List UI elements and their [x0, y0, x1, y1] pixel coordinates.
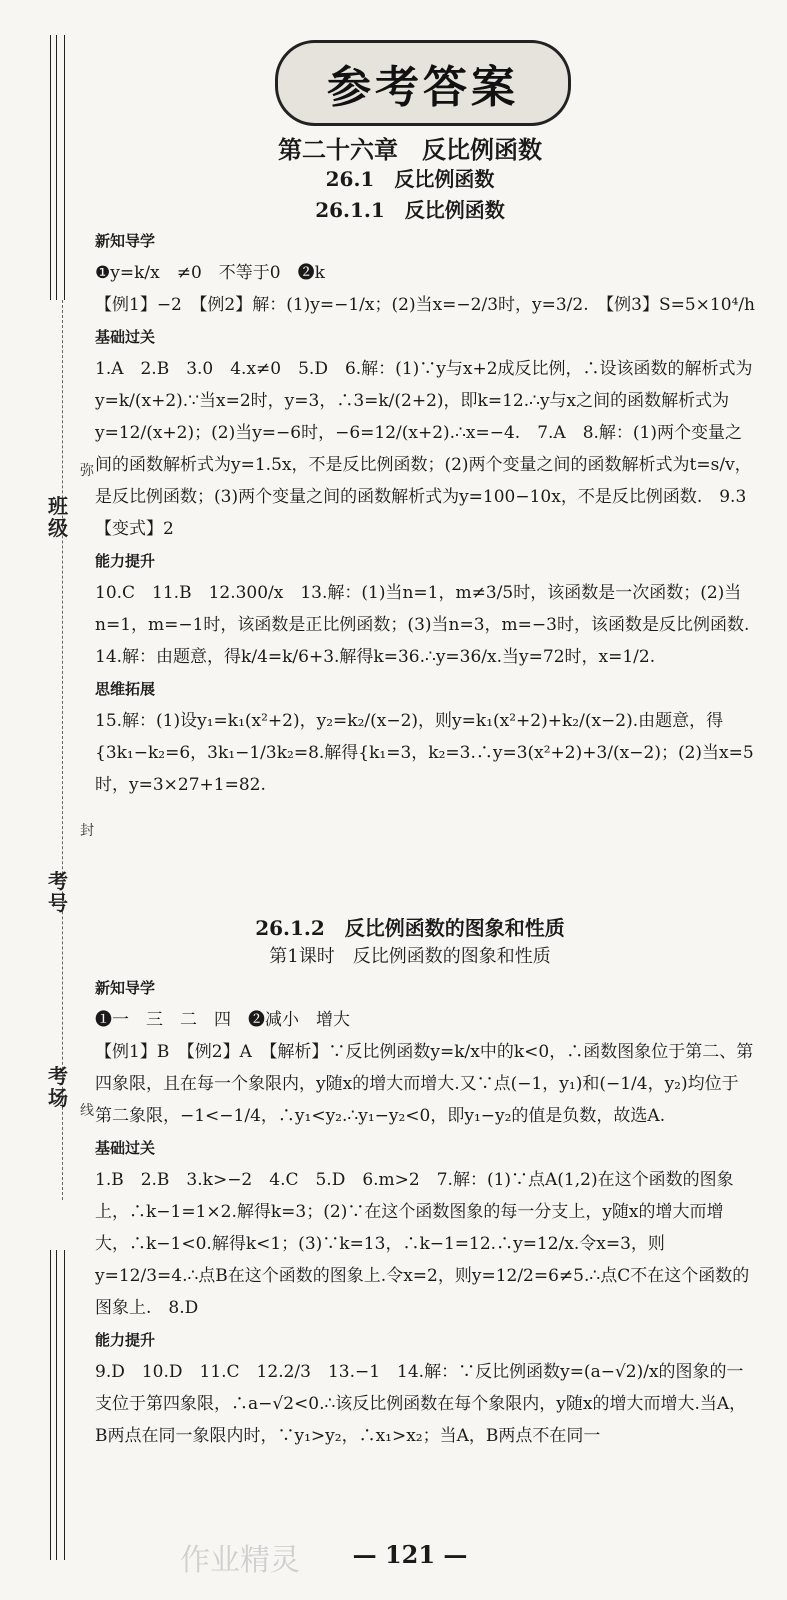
answer-text: 1.A 2.B 3.0 4.x≠0 5.D 6.解：(1)∵y与x+2成反比例，∴设该函数的解析式为y=k/(x+2).∵当x=2时，y=3，∴3=k/(2+2)，即k=12.∴y与x之间的函数解析式为y=12/(x+2)；(2)当y=−6时，−6=12/(x+2).∴x=−4. 7.A 8.解：(1)两个变量之间的函数解析式为y=1.5x，不是反比例函数；(2)两个变量之间的函数解析式为t=s/v，是反比例函数；(3)两个变量之间的函数解析式为y=100−10x，不是反比例函数. 9.3 【变式】2: [95, 359, 764, 539]
label-text: 基础过关: [95, 328, 156, 346]
margin-label-room: 考场: [48, 1064, 68, 1110]
answer-paragraph: [95, 1356, 755, 1452]
answer-text: 10.C 11.B 12.300/x 13.解：(1)当n=1，m≠3/5时，该函数是一次函数；(2)当n=1，m=−1时，该函数是正比例函数；(3)当n=3，m=−3时，该函数是反比例函数. 14.解：由题意，得k/4=k/6+3.解得k=36.∴y=36/x.当y=72时，x=1/2.: [95, 583, 767, 667]
section-label: [95, 972, 755, 1004]
answer-text: 1.B 2.B 3.k>−2 4.C 5.D 6.m>2 7.解：(1)∵点A(1,2)在这个函数的图象上，∴k−1=1×2.解得k=3；(2)∵在这个函数图象的每一分支上，y随x的增大而增大，∴k−1<0.解得k<1；(3)∵k=13，∴k−1=12.∴y=12/x.令x=3，则y=12/3=4.∴点B在这个函数的图象上.令x=2，则y=12/2=6≠5.∴点C不在这个函数的图象上. 8.D: [95, 1170, 750, 1318]
label-text: 新知导学: [95, 979, 156, 997]
answer-paragraph: [95, 705, 755, 801]
lesson-title: 第1课时 反比例函数的图象和性质: [269, 946, 551, 967]
label-text: 新知导学: [95, 232, 156, 250]
answer-text: 【例1】−2 【例2】解：(1)y=−1/x；(2)当x=−2/3时，y=3/2. 【例3】S=5×10⁴/h: [95, 295, 756, 315]
subsection-title: 26.1.1 反比例函数: [315, 198, 505, 222]
section-label: [95, 1324, 755, 1356]
chapter-title: 第二十六章 反比例函数: [278, 135, 542, 164]
margin-rule: [50, 1250, 51, 1560]
section-label: [95, 225, 755, 257]
section-label: [95, 1132, 755, 1164]
binding-margin: [44, 35, 74, 1560]
answer-paragraph: [95, 353, 764, 545]
label-text: 思维拓展: [95, 680, 156, 698]
answer-text: 9.D 10.D 11.C 12.2/3 13.−1 14.解：∵反比例函数y=(a−√2)/x的图象的一支位于第四象限，∴a−√2<0.∴该反比例函数在每个象限内，y随x的增大而增大.当A，B两点在同一象限内时，∵y₁>y₂，∴x₁>x₂；当A，B两点不在同一: [95, 1362, 747, 1446]
margin-label-number: 考号: [48, 869, 68, 915]
answer-paragraph: [95, 289, 755, 321]
label-text: 基础过关: [95, 1139, 156, 1157]
section-title: 26.1 反比例函数: [325, 167, 495, 191]
answer-text: ❶y=k/x ≠0 不等于0 ❷k: [95, 263, 325, 283]
answer-paragraph: [95, 1164, 755, 1324]
section-label: [95, 545, 755, 577]
margin-label-class: 班级: [48, 494, 68, 540]
section-label: [95, 321, 755, 353]
banner-title: 参考答案: [327, 62, 519, 113]
section-label: [95, 673, 755, 705]
margin-rule: [64, 1250, 65, 1560]
answer-text: ❶一 三 二 四 ❷减小 增大: [95, 1010, 350, 1030]
answer-text: 【例1】B 【例2】A 【解析】∵反比例函数y=k/x中的k<0，∴函数图象位于第二、第四象限，且在每一个象限内，y随x的增大而增大.又∵点(−1，y₁)和(−1/4，y₂)均位于第二象限，−1<−1/4，∴y₁<y₂.∴y₁−y₂<0，即y₁−y₂的值是负数，故选A.: [95, 1042, 754, 1126]
answers-part-1: [95, 225, 767, 801]
answer-paragraph: [95, 1004, 755, 1036]
subsection-title-2: 26.1.2 反比例函数的图象和性质: [255, 916, 565, 940]
label-text: 能力提升: [95, 1331, 156, 1349]
answer-paragraph: [95, 577, 767, 673]
answer-paragraph: [95, 1036, 755, 1132]
watermark-text: 作业精灵: [180, 1543, 300, 1578]
label-text: 能力提升: [95, 552, 156, 570]
answers-part-2: [95, 972, 755, 1452]
page-number: — 121 —: [352, 1540, 468, 1569]
answer-text: 15.解：(1)设y₁=k₁(x²+2)，y₂=k₂/(x−2)，则y=k₁(x²+2)+k₂/(x−2).由题意，得{3k₁−k₂=6，3k₁−1/3k₂=8.解得{k₁=3，k₂=3.∴y=3(x²+2)+3/(x−2)；(2)当x=5时，y=3×27+1=82.: [95, 711, 754, 795]
margin-char: 弥: [80, 463, 94, 479]
answer-banner: [275, 40, 571, 126]
margin-char: 线: [80, 1103, 94, 1119]
margin-rule: [56, 1250, 57, 1560]
answer-paragraph: [95, 257, 755, 289]
margin-char: 封: [80, 823, 94, 839]
